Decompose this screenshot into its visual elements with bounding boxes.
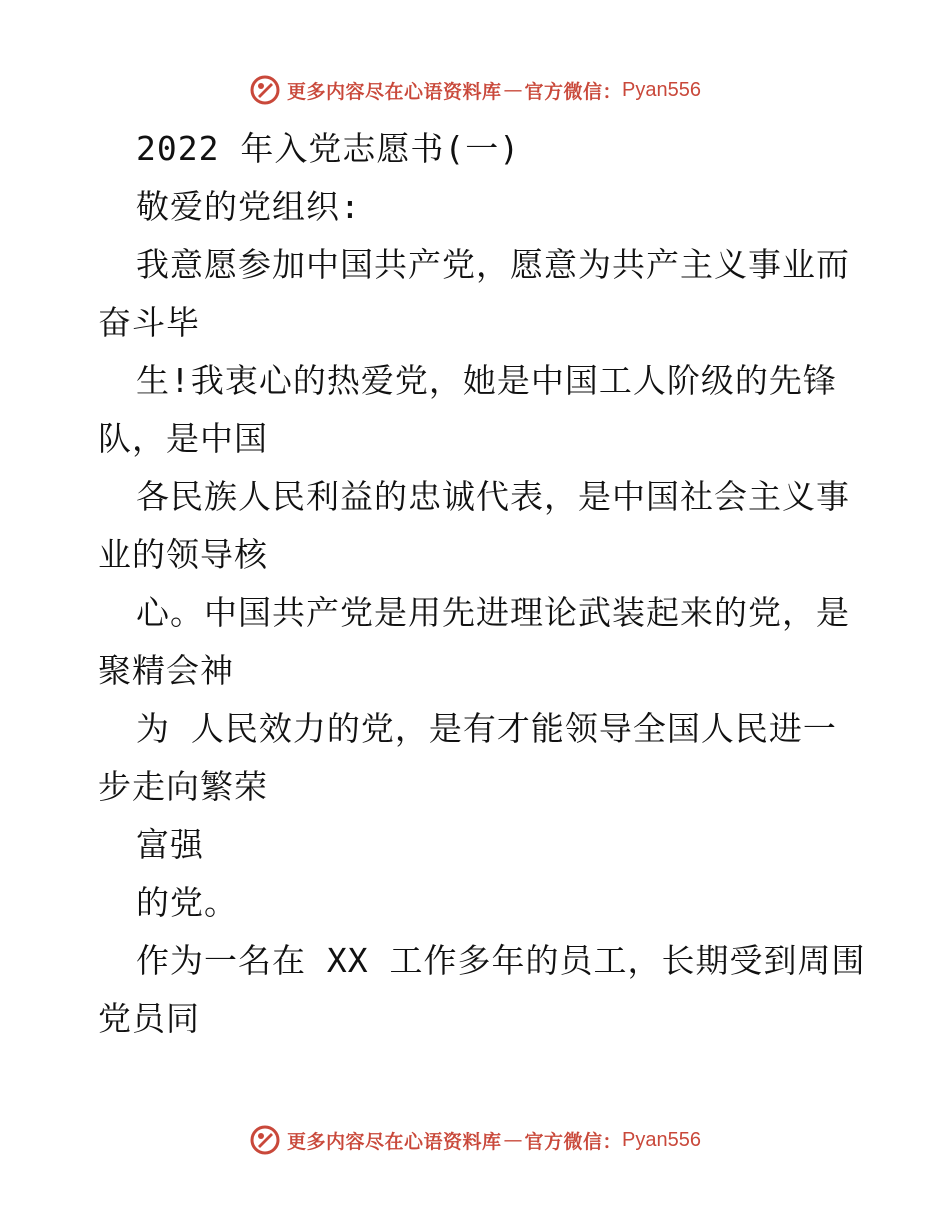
text-line: 生!我衷心的热爱党，她是中国工人阶级的先锋 bbox=[136, 361, 837, 400]
text-line: 聚精会神 bbox=[98, 651, 234, 690]
logo-seal-icon bbox=[249, 1124, 281, 1156]
text-line: 的党。 bbox=[136, 883, 238, 922]
header-watermark bbox=[0, 70, 950, 110]
text-line: 奋斗毕 bbox=[98, 303, 200, 342]
watermark-text: 更多内容尽在心语资料库 bbox=[287, 1130, 502, 1153]
text-line: 步走向繁荣 bbox=[98, 767, 268, 806]
watermark-text: 更多内容尽在心语资料库 bbox=[287, 80, 502, 103]
watermark-label: 官方微信： bbox=[524, 80, 623, 103]
watermark-separator: — bbox=[503, 79, 523, 101]
text-line: 富强 bbox=[136, 825, 204, 864]
text-line: 队，是中国 bbox=[98, 419, 268, 458]
text-line: 心。中国共产党是用先进理论武装起来的党，是 bbox=[136, 593, 850, 632]
watermark-id: Pyan556 bbox=[622, 78, 701, 101]
watermark-separator: — bbox=[503, 1129, 523, 1151]
logo-seal-icon bbox=[249, 74, 281, 106]
text-line: 各民族人民利益的忠诚代表，是中国社会主义事 bbox=[136, 477, 850, 516]
text-line: 2022 年入党志愿书(一) bbox=[136, 129, 521, 168]
document-body bbox=[98, 120, 866, 1048]
watermark-id: Pyan556 bbox=[622, 1128, 701, 1151]
footer-watermark bbox=[0, 1120, 950, 1160]
text-line: 我意愿参加中国共产党，愿意为共产主义事业而 bbox=[136, 245, 850, 284]
text-line: 党员同 bbox=[98, 999, 200, 1038]
text-line: 敬爱的党组织: bbox=[136, 187, 361, 226]
text-line: 为 人民效力的党，是有才能领导全国人民进一 bbox=[136, 709, 837, 748]
text-line: 业的领导核 bbox=[98, 535, 268, 574]
text-line: 作为一名在 XX 工作多年的员工，长期受到周围 bbox=[136, 941, 866, 980]
watermark-label: 官方微信： bbox=[524, 1130, 623, 1153]
